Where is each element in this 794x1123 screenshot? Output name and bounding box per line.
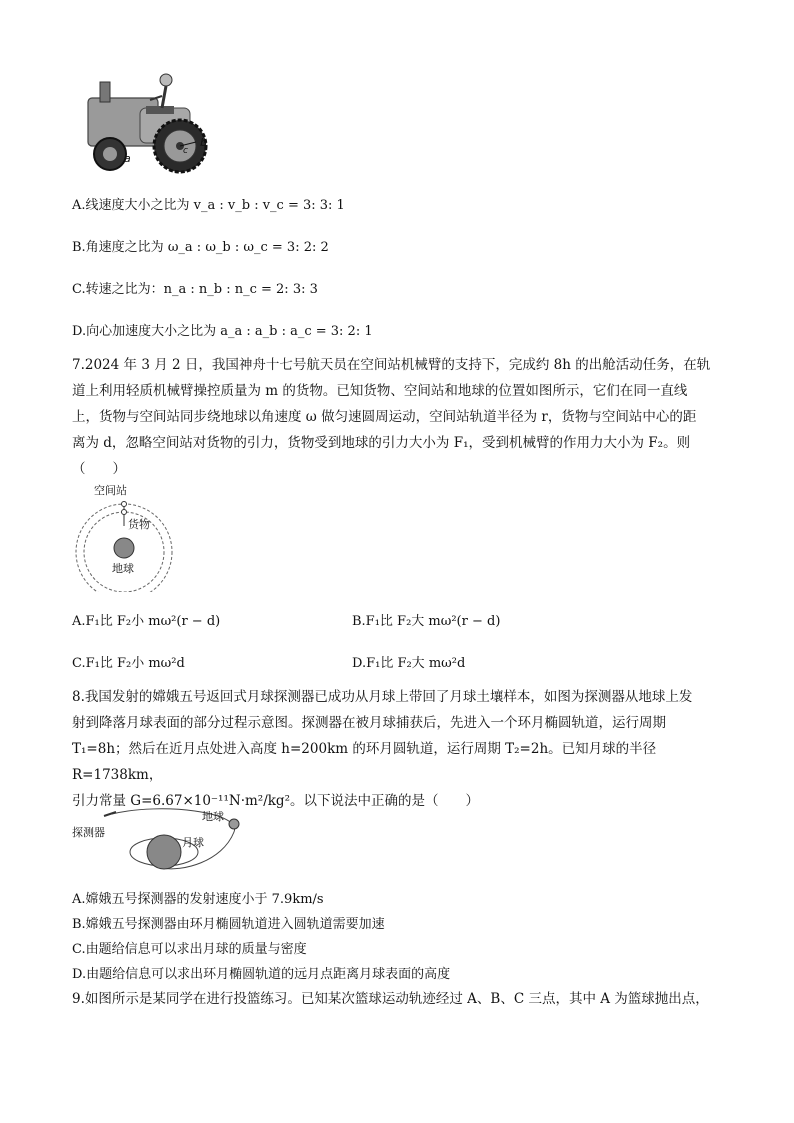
q7-stem-line: （ ） [72,461,126,477]
q7-stem-line: 上，货物与空间站同步绕地球以角速度 ω 做匀速圆周运动，空间站轨道半径为 r，货物与空间站中心的距 [72,409,697,425]
q8-option-d: D.由题给信息可以求出环月椭圆轨道的远月点距离月球表面的高度 [72,967,451,982]
q7-stem-line: 离为 d，忽略空间站对货物的引力，货物受到地球的引力大小为 F₁，受到机械臂的作用力大小为 F₂。则 [72,435,691,451]
lunar-figure [72,802,252,882]
q8-stem-line: T₁=8h；然后在近月点处进入高度 h=200km 的环月圆轨道，运行周期 T₂=2h。已知月球的半径 R=1738km， [72,741,657,783]
q9-stem [72,986,722,1012]
label-c: c [183,146,188,156]
label-earth: 地球 [112,562,134,575]
q7-stem-line: 道上利用轻质机械臂操控质量为 m 的货物。已知货物、空间站和地球的位置如图所示，它们在同一直线 [72,383,688,399]
q8-stem [72,684,722,814]
q6-option-d: D.向心加速度大小之比为 a_a : a_b : a_c = 3: 2: 1 [72,324,373,339]
label-earth-2: 地球 [202,810,224,823]
tractor-figure [80,68,220,178]
q9-stem-line: 9.如图所示是某同学在进行投篮练习。已知某次篮球运动轨迹经过 A、B、C 三点，其中 A 为篮球抛出点， [72,991,709,1007]
q8-stem-line: 射到降落月球表面的部分过程示意图。探测器在被月球捕获后，先进入一个环月椭圆轨道，运行周期 [72,715,666,731]
label-b: b [200,136,207,149]
q7-option-d: D.F₁比 F₂大 mω²d [352,656,466,671]
q7-option-b: B.F₁比 F₂大 mω²(r − d) [352,614,501,629]
q8-option-a: A.嫦娥五号探测器的发射速度小于 7.9km/s [72,892,324,907]
label-probe: 探测器 [72,826,105,839]
q6-option-c: C.转速之比为：n_a : n_b : n_c = 2: 3: 3 [72,282,318,297]
label-a: a [124,152,131,165]
q8-option-c: C.由题给信息可以求出月球的质量与密度 [72,942,307,957]
label-cargo: 货物 [128,518,150,531]
q7-stem-line: 7.2024 年 3 月 2 日，我国神舟十七号航天员在空间站机械臂的支持下，完成约 8h 的出舱活动任务，在轨 [72,357,711,373]
label-moon: 月球 [182,836,204,849]
label-station: 空间站 [94,484,127,497]
q8-option-b: B.嫦娥五号探测器由环月椭圆轨道进入圆轨道需要加速 [72,917,385,932]
q6-option-b: B.角速度之比为 ω_a : ω_b : ω_c = 3: 2: 2 [72,240,329,255]
q7-option-c: C.F₁比 F₂小 mω²d [72,656,185,671]
q8-stem-line: 引力常量 G=6.67×10⁻¹¹N·m²/kg²。以下说法中正确的是（ ） [72,793,479,809]
orbit-figure [72,482,182,592]
q7-stem [72,352,722,482]
q8-stem-line: 8.我国发射的嫦娥五号返回式月球探测器已成功从月球上带回了月球土壤样本，如图为探测器从地球上发 [72,689,693,705]
q7-option-a: A.F₁比 F₂小 mω²(r − d) [72,614,221,629]
q6-option-a: A.线速度大小之比为 v_a : v_b : v_c = 3: 3: 1 [72,198,345,213]
